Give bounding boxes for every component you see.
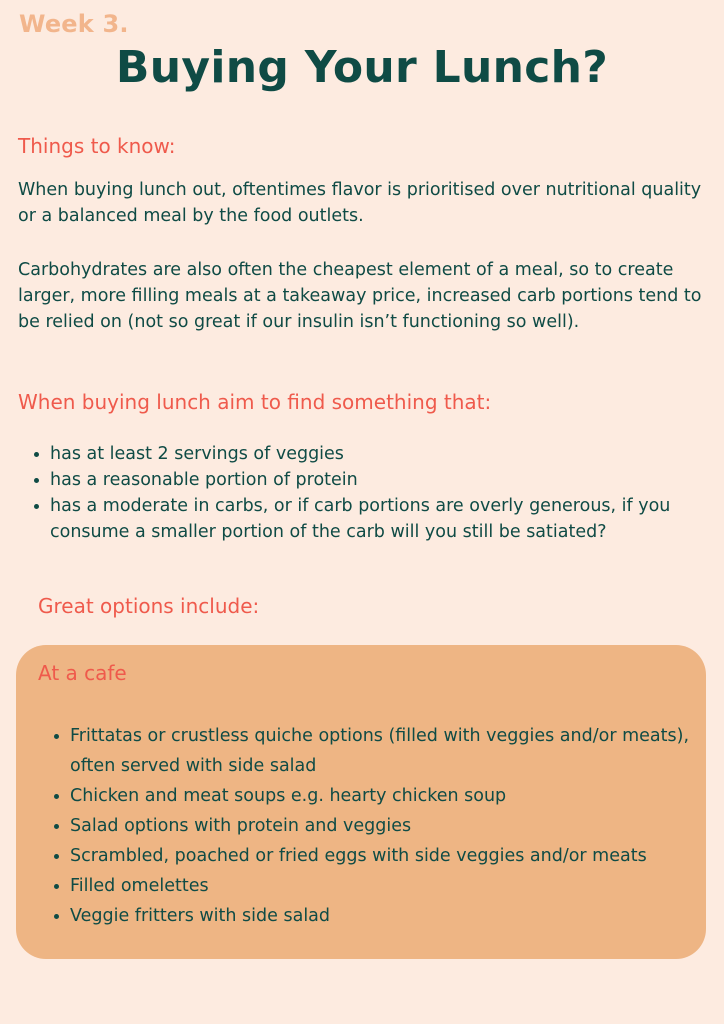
cafe-list — [52, 721, 692, 931]
aim-heading: When buying lunch aim to find something that: — [18, 390, 492, 414]
aim-item-carbs: has a moderate in carbs, or if carb portions are overly generous, if you consume a smaller portion of the carb will you still be satiated? — [32, 493, 712, 545]
aim-list — [32, 441, 712, 545]
great-options-heading: Great options include: — [38, 594, 260, 618]
cafe-item-frittatas: Frittatas or crustless quiche options (filled with veggies and/or meats), often served with side salad — [52, 721, 692, 781]
cafe-item-omelettes: Filled omelettes — [52, 871, 692, 901]
aim-item-veggies: has at least 2 servings of veggies — [32, 441, 712, 467]
aim-item-protein: has a reasonable portion of protein — [32, 467, 712, 493]
page-title: Buying Your Lunch? — [115, 42, 609, 93]
cafe-item-soups: Chicken and meat soups e.g. hearty chicken soup — [52, 781, 692, 811]
cafe-item-fritters: Veggie fritters with side salad — [52, 901, 692, 931]
week-label: Week 3. — [19, 10, 129, 38]
paragraph-flavor: When buying lunch out, oftentimes flavor is prioritised over nutritional quality or a balanced meal by the food outlets. — [18, 180, 702, 226]
cafe-heading: At a cafe — [38, 661, 127, 685]
cafe-item-salad: Salad options with protein and veggies — [52, 811, 692, 841]
things-to-know-heading: Things to know: — [18, 134, 176, 158]
cafe-card — [16, 645, 706, 959]
paragraph-carbohydrates: Carbohydrates are also often the cheapest element of a meal, so to create larger, more filling meals at a takeaway price, increased carb portions tend to be relied on (not so great if our insulin isn’t functioning so well). — [18, 260, 702, 332]
cafe-item-eggs: Scrambled, poached or fried eggs with side veggies and/or meats — [52, 841, 692, 871]
